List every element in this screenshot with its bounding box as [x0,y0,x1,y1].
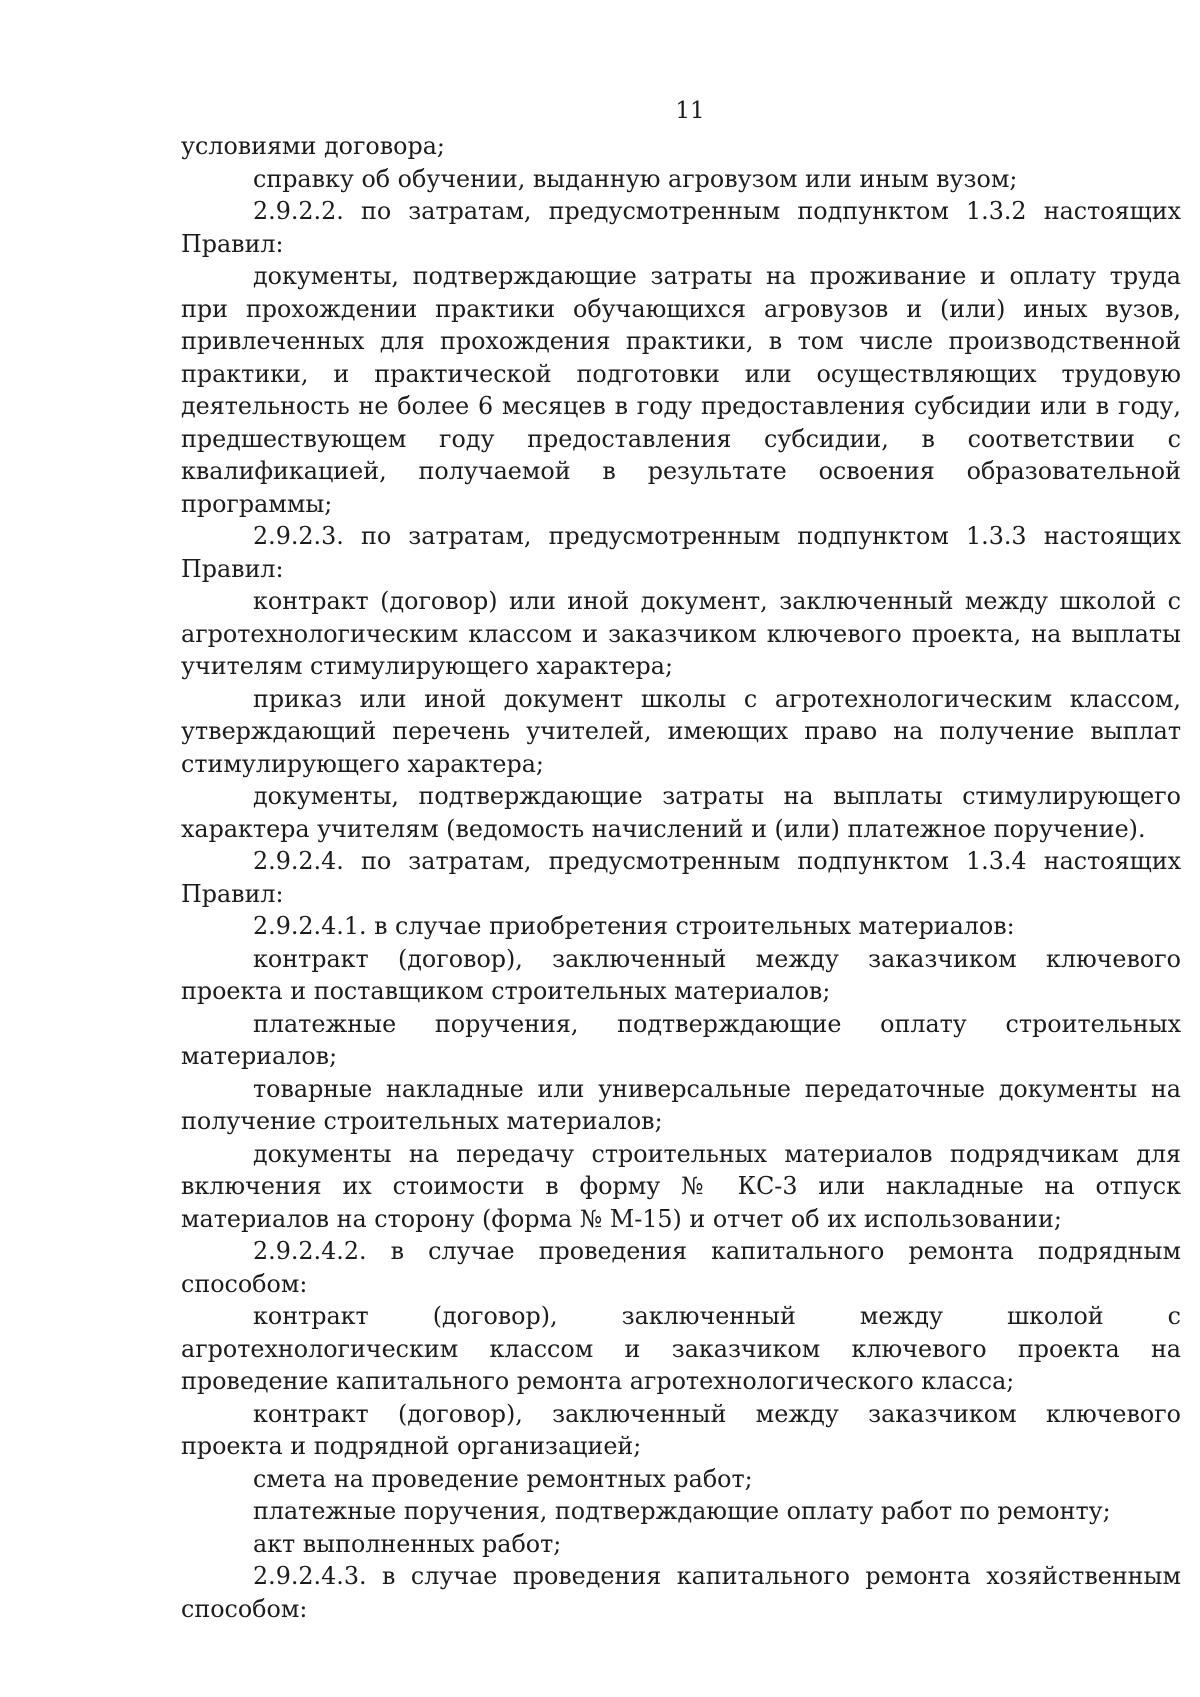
paragraph: контракт (договор), заключенный между школой с агротехнологическим классом и заказчиком ключевого проекта на проведение капитального ремонта агротехнологического класса; [181,1302,1181,1395]
paragraph: 2.9.2.4. по затратам, предусмотренным подпунктом 1.3.4 настоящих Правил: [181,847,1181,908]
paragraph: документы, подтверждающие затраты на проживание и оплату труда при прохождении практики обучающихся агровузов и (или) иных вузов, привлеченных для прохождения практики, в том числе производственной практики, и практической подготовки или осуществляющих трудовую деятельность не более 6 месяцев в году предоставления субсидии или в году, предшествующем году предоставления субсидии, в соответствии с квалификацией, получаемой в результате освоения образовательной программы; [181,262,1181,518]
paragraph: 2.9.2.4.1. в случае приобретения строительных материалов: [253,912,1015,940]
paragraph: контракт (договор), заключенный между заказчиком ключевого проекта и подрядной организацией; [181,1399,1181,1460]
paragraph: приказ или иной документ школы с агротехнологическим классом, утверждающий перечень учителей, имеющих право на получение выплат стимулирующего характера; [181,684,1181,778]
paragraph: 2.9.2.4.2. в случае проведения капитального ремонта подрядным способом: [181,1237,1181,1298]
paragraph: контракт (договор) или иной документ, заключенный между школой с агротехнологическим классом и заказчиком ключевого проекта, на выплаты учителям стимулирующего характера; [181,587,1181,680]
paragraph: документы на передачу строительных материалов подрядчикам для включения их стоимости в форму № КС-3 или накладные на отпуск материалов на сторону (форма № М-15) и отчет об их использовании; [181,1139,1181,1233]
paragraph: 2.9.2.2. по затратам, предусмотренным подпунктом 1.3.2 настоящих Правил: [181,197,1181,258]
paragraph: платежные поручения, подтверждающие оплату работ по ремонту; [253,1497,1111,1525]
paragraph: товарные накладные или универсальные передаточные документы на получение строительных материалов; [181,1074,1181,1135]
paragraph: акт выполненных работ; [253,1529,562,1558]
page-number: 11 [675,98,705,124]
paragraph: 2.9.2.4.3. в случае проведения капитального ремонта хозяйственным способом: [181,1562,1181,1623]
paragraph: условиями договора; [181,132,445,160]
paragraph: смета на проведение ремонтных работ; [253,1464,753,1493]
paragraph: 2.9.2.3. по затратам, предусмотренным подпунктом 1.3.3 настоящих Правил: [181,522,1181,583]
paragraph: платежные поручения, подтверждающие оплату строительных материалов; [181,1009,1181,1070]
document-body [181,130,1181,1625]
paragraph: контракт (договор), заключенный между заказчиком ключевого проекта и поставщиком строительных материалов; [181,944,1181,1005]
paragraph: документы, подтверждающие затраты на выплаты стимулирующего характера учителям (ведомость начислений и (или) платежное поручение). [181,782,1181,843]
paragraph: справку об обучении, выданную агровузом или иным вузом; [253,164,1018,193]
